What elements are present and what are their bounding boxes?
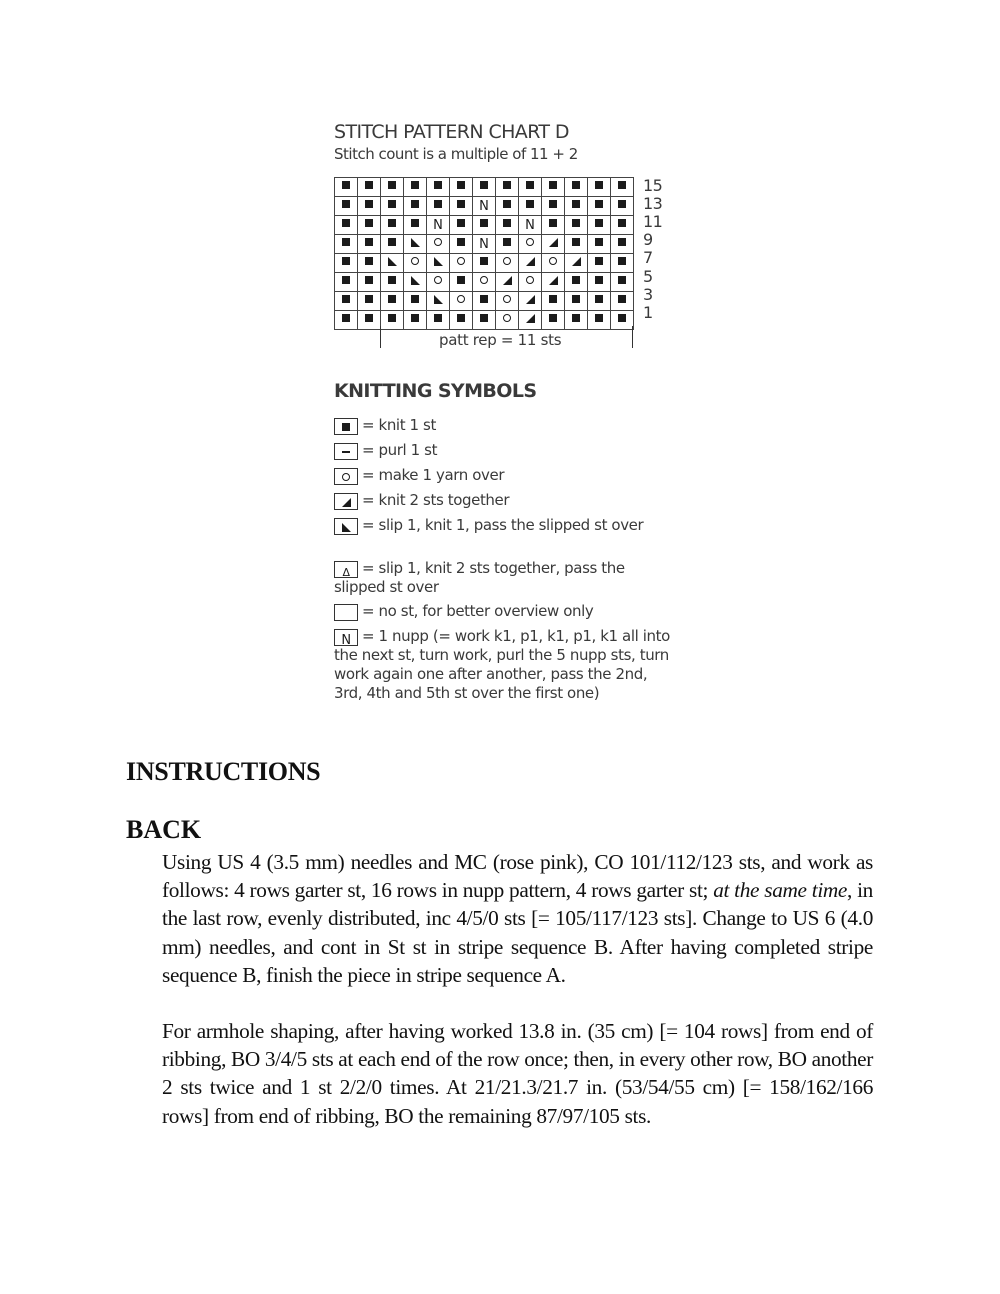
chart-cell (496, 273, 519, 292)
chart-cell (542, 311, 565, 330)
knit-symbol-icon (454, 198, 468, 210)
knit-symbol-icon (362, 179, 376, 191)
chart-cell (358, 254, 381, 273)
chart-cell (496, 178, 519, 197)
knit-symbol-icon (592, 217, 606, 229)
legend-symbol-box (334, 418, 358, 435)
knit-symbol-icon (385, 179, 399, 191)
chart-row (335, 178, 634, 197)
nupp-symbol-icon: N (341, 633, 351, 648)
chart-cell (611, 292, 634, 311)
chart-cell (450, 197, 473, 216)
ssk-symbol-icon (431, 293, 445, 305)
legend-symbol-box (334, 468, 358, 485)
knit-symbol-icon (362, 255, 376, 267)
chart-cell (381, 292, 404, 311)
knit-symbol-icon (615, 217, 629, 229)
legend-text: = make 1 yarn over (362, 466, 505, 484)
chart-title: STITCH PATTERN CHART D (334, 121, 569, 143)
chart-cell (565, 254, 588, 273)
row-number-label: 13 (643, 194, 663, 214)
chart-cell (358, 235, 381, 254)
chart-cell (473, 235, 496, 254)
chart-cell (519, 254, 542, 273)
chart-cell (496, 254, 519, 273)
chart-cell (611, 235, 634, 254)
chart-cell (611, 273, 634, 292)
yo-symbol-icon (546, 255, 560, 267)
knit-symbol-icon (500, 217, 514, 229)
nost-symbol-icon (339, 607, 353, 619)
chart-cell (588, 254, 611, 273)
chart-cell (611, 216, 634, 235)
chart-cell (496, 292, 519, 311)
knit-symbol-icon (546, 312, 560, 324)
knit-symbol-icon (615, 236, 629, 248)
knit-symbol-icon (500, 198, 514, 210)
repeat-bracket-right (632, 326, 633, 348)
chart-cell (542, 254, 565, 273)
chart-cell (358, 197, 381, 216)
knit-symbol-icon (454, 312, 468, 324)
chart-cell (565, 197, 588, 216)
stitch-chart-grid (334, 177, 634, 330)
row-number-label: 5 (643, 266, 653, 286)
k2tog-symbol-icon (569, 255, 583, 267)
chart-cell (473, 273, 496, 292)
ssk-symbol-icon (431, 255, 445, 267)
knit-symbol-icon (408, 217, 422, 229)
knit-symbol-icon (569, 312, 583, 324)
knit-symbol-icon (454, 179, 468, 191)
chart-cell (496, 235, 519, 254)
chart-cell (473, 292, 496, 311)
chart-cell (335, 178, 358, 197)
chart-cell (427, 292, 450, 311)
knit-symbol-icon (408, 198, 422, 210)
chart-cell (335, 311, 358, 330)
nupp-symbol-icon: N (433, 218, 443, 233)
knit-symbol-icon (546, 179, 560, 191)
legend-symbol-box (334, 443, 358, 460)
chart-cell (335, 197, 358, 216)
knit-symbol-icon (339, 312, 353, 324)
chart-cell (519, 235, 542, 254)
chart-cell (381, 273, 404, 292)
chart-cell (519, 178, 542, 197)
row-number-label: 11 (643, 212, 663, 232)
row-number-label: 3 (643, 284, 653, 304)
chart-cell (496, 311, 519, 330)
knit-symbol-icon (500, 236, 514, 248)
k2tog-symbol-icon (500, 274, 514, 286)
chart-cell (427, 216, 450, 235)
para1-text-b: , in the last row, evenly distributed, inc 4/5/0 sts [= 105/117/123 sts]. Change to US 6 (4.0 mm) needles, and cont in St st in stripe sequence B. After having completed stripe sequence B, finish the piece in stripe sequence A. (162, 878, 873, 987)
chart-cell (565, 178, 588, 197)
chart-cell (427, 178, 450, 197)
chart-cell (358, 292, 381, 311)
legend-text: = purl 1 st (362, 441, 438, 459)
chart-cell (404, 311, 427, 330)
yo-symbol-icon (339, 471, 353, 483)
chart-cell (611, 254, 634, 273)
k2tog-symbol-icon (339, 496, 353, 508)
chart-cell (450, 254, 473, 273)
chart-cell (473, 311, 496, 330)
chart-cell (588, 197, 611, 216)
knit-symbol-icon (362, 312, 376, 324)
knit-symbol-icon (569, 293, 583, 305)
chart-cell (404, 254, 427, 273)
knit-symbol-icon (431, 198, 445, 210)
knit-symbol-icon (546, 217, 560, 229)
instructions-heading: INSTRUCTIONS (126, 757, 321, 786)
chart-row (335, 292, 634, 311)
legend-symbol-box (334, 629, 358, 646)
legend-item (334, 516, 674, 535)
chart-cell (335, 254, 358, 273)
ssk-symbol-icon (408, 236, 422, 248)
knit-symbol-icon (592, 255, 606, 267)
knit-symbol-icon (339, 217, 353, 229)
row-number-label: 15 (643, 176, 663, 195)
row-number-label: 9 (643, 230, 653, 250)
chart-row (335, 273, 634, 292)
knit-symbol-icon (592, 274, 606, 286)
knit-symbol-icon (569, 274, 583, 286)
chart-row (335, 235, 634, 254)
knit-symbol-icon (385, 217, 399, 229)
legend-text: = no st, for better overview only (362, 602, 594, 620)
chart-cell (427, 311, 450, 330)
chart-cell (565, 311, 588, 330)
knit-symbol-icon (592, 293, 606, 305)
repeat-bracket-left (380, 326, 381, 348)
chart-cell (496, 197, 519, 216)
chart-cell (611, 197, 634, 216)
k2tog-symbol-icon (523, 312, 537, 324)
chart-cell (450, 216, 473, 235)
legend-text: = 1 nupp (= work k1, p1, k1, p1, k1 all into the next st, turn work, purl the 5 nupp sts, turn work again one after another, pass the 2nd, 3rd, 4th and 5th st over the first one) (334, 627, 670, 702)
chart-cell (611, 311, 634, 330)
chart-cell (542, 216, 565, 235)
legend-item (334, 416, 674, 435)
nupp-symbol-icon: N (525, 218, 535, 233)
legend-symbol-box (334, 518, 358, 535)
row-number-label: 7 (643, 248, 653, 268)
chart-cell (381, 254, 404, 273)
nupp-symbol-icon: N (479, 199, 489, 214)
knit-symbol-icon (408, 312, 422, 324)
chart-cell (611, 178, 634, 197)
legend-item (334, 559, 674, 597)
chart-cell (335, 292, 358, 311)
chart-cell (335, 235, 358, 254)
knit-symbol-icon (523, 179, 537, 191)
knit-symbol-icon (362, 293, 376, 305)
k2tog-symbol-icon (546, 274, 560, 286)
legend-symbol-box (334, 604, 358, 621)
chart-cell (473, 216, 496, 235)
chart-cell (381, 216, 404, 235)
chart-cell (588, 311, 611, 330)
knit-symbol-icon (477, 312, 491, 324)
chart-cell (565, 273, 588, 292)
legend-symbol-box (334, 493, 358, 510)
knit-symbol-icon (477, 255, 491, 267)
knit-symbol-icon (569, 236, 583, 248)
yo-symbol-icon (454, 293, 468, 305)
para1-text-a: Using US 4 (3.5 mm) needles and MC (rose pink), CO 101/112/123 sts, and work as follows: 4 rows garter st, 16 rows in nupp pattern, 4 rows garter st; (162, 850, 873, 903)
yo-symbol-icon (523, 274, 537, 286)
knit-symbol-icon (477, 217, 491, 229)
knit-symbol-icon (500, 179, 514, 191)
chart-row (335, 197, 634, 216)
chart-cell (473, 197, 496, 216)
chart-cell (450, 235, 473, 254)
knit-symbol-icon (385, 198, 399, 210)
knit-symbol-icon (385, 236, 399, 248)
legend-symbol-box (334, 561, 358, 578)
knit-symbol-icon (569, 217, 583, 229)
chart-cell (542, 235, 565, 254)
chart-cell (588, 178, 611, 197)
knit-symbol-icon (546, 293, 560, 305)
yo-symbol-icon (500, 293, 514, 305)
chart-cell (542, 197, 565, 216)
chart-cell (335, 216, 358, 235)
chart-cell (427, 235, 450, 254)
yo-symbol-icon (431, 236, 445, 248)
chart-cell (450, 292, 473, 311)
yo-symbol-icon (431, 274, 445, 286)
chart-cell (404, 216, 427, 235)
knit-symbol-icon (339, 421, 353, 433)
chart-cell (427, 254, 450, 273)
knit-symbol-icon (569, 198, 583, 210)
back-paragraph-1 (162, 848, 873, 989)
chart-cell (450, 311, 473, 330)
chart-cell (358, 216, 381, 235)
knit-symbol-icon (477, 179, 491, 191)
chart-cell (381, 178, 404, 197)
legend-item (334, 466, 674, 485)
ssk-symbol-icon (385, 255, 399, 267)
chart-cell (358, 273, 381, 292)
chart-cell (542, 292, 565, 311)
chart-cell (427, 273, 450, 292)
knit-symbol-icon (569, 179, 583, 191)
chart-cell (427, 197, 450, 216)
knit-symbol-icon (339, 293, 353, 305)
nupp-symbol-icon: N (479, 237, 489, 252)
knit-symbol-icon (339, 236, 353, 248)
knit-symbol-icon (615, 274, 629, 286)
chart-cell (450, 178, 473, 197)
yo-symbol-icon (523, 236, 537, 248)
knit-symbol-icon (615, 293, 629, 305)
knit-symbol-icon (615, 179, 629, 191)
yo-symbol-icon (500, 312, 514, 324)
knit-symbol-icon (523, 198, 537, 210)
chart-cell (381, 311, 404, 330)
chart-cell (404, 197, 427, 216)
chart-cell (381, 235, 404, 254)
legend-item (334, 602, 674, 621)
chart-cell (542, 178, 565, 197)
yo-symbol-icon (408, 255, 422, 267)
legend-text: = slip 1, knit 2 sts together, pass the slipped st over (334, 559, 625, 596)
knit-symbol-icon (431, 179, 445, 191)
knit-symbol-icon (408, 179, 422, 191)
purl-symbol-icon (339, 446, 353, 458)
knit-symbol-icon (431, 312, 445, 324)
chart-cell (335, 273, 358, 292)
knit-symbol-icon (339, 198, 353, 210)
chart-cell (565, 235, 588, 254)
chart-cell (381, 197, 404, 216)
chart-cell (404, 235, 427, 254)
back-paragraph-2: For armhole shaping, after having worked 13.8 in. (35 cm) [= 104 rows] from end of ribbing, BO 3/4/5 sts at each end of the row once; then, in every other row, BO another 2 sts twice and 1 st 2/2/0 times. At 21/21.3/21.7 in. (53/54/55 cm) [= 158/162/166 rows] from end of ribbing, BO the remaining 87/97/105 sts. (162, 1019, 874, 1128)
chart-row (335, 254, 634, 273)
k2tog-symbol-icon (523, 255, 537, 267)
knit-symbol-icon (362, 236, 376, 248)
knit-symbol-icon (362, 274, 376, 286)
chart-cell (519, 273, 542, 292)
knit-symbol-icon (454, 217, 468, 229)
chart-cell (473, 178, 496, 197)
chart-cell (450, 273, 473, 292)
k2tog-symbol-icon (546, 236, 560, 248)
chart-cell (588, 292, 611, 311)
chart-cell (542, 273, 565, 292)
legend-title: KNITTING SYMBOLS (334, 380, 537, 402)
chart-row (335, 216, 634, 235)
chart-cell (588, 235, 611, 254)
chart-cell (473, 254, 496, 273)
legend-item (334, 627, 674, 703)
chart-cell (496, 216, 519, 235)
legend-text: = slip 1, knit 1, pass the slipped st over (362, 516, 644, 534)
ssk-symbol-icon (408, 274, 422, 286)
row-number-label: 1 (643, 302, 653, 322)
knit-symbol-icon (454, 274, 468, 286)
legend-text: = knit 2 sts together (362, 491, 510, 509)
knit-symbol-icon (592, 312, 606, 324)
chart-cell (404, 273, 427, 292)
knit-symbol-icon (339, 274, 353, 286)
k2tog-symbol-icon (523, 293, 537, 305)
knit-symbol-icon (592, 198, 606, 210)
chart-cell (358, 311, 381, 330)
ssk-symbol-icon (339, 521, 353, 533)
knit-symbol-icon (592, 179, 606, 191)
chart-cell (565, 292, 588, 311)
knit-symbol-icon (385, 274, 399, 286)
pattern-repeat-label: patt rep = 11 sts (439, 331, 562, 349)
yo-symbol-icon (454, 255, 468, 267)
chart-cell (588, 273, 611, 292)
chart-cell (519, 292, 542, 311)
knit-symbol-icon (362, 198, 376, 210)
chart-subtitle: Stitch count is a multiple of 11 + 2 (334, 145, 578, 163)
knit-symbol-icon (615, 312, 629, 324)
knit-symbol-icon (477, 293, 491, 305)
knit-symbol-icon (339, 255, 353, 267)
yo-symbol-icon (477, 274, 491, 286)
knit-symbol-icon (546, 198, 560, 210)
knit-symbol-icon (454, 236, 468, 248)
chart-cell (519, 216, 542, 235)
chart-cell (519, 197, 542, 216)
knit-symbol-icon (408, 293, 422, 305)
knit-symbol-icon (339, 179, 353, 191)
para1-italic: at the same time (713, 878, 848, 903)
back-heading: BACK (126, 815, 202, 844)
chart-cell (565, 216, 588, 235)
chart-cell (519, 311, 542, 330)
knit-symbol-icon (615, 198, 629, 210)
knit-symbol-icon (385, 293, 399, 305)
chart-cell (588, 216, 611, 235)
chart-cell (404, 292, 427, 311)
legend-text: = knit 1 st (362, 416, 436, 434)
knit-symbol-icon (592, 236, 606, 248)
s2kp-symbol-icon: Δ (342, 566, 350, 579)
legend-item (334, 441, 674, 460)
yo-symbol-icon (500, 255, 514, 267)
knit-symbol-icon (385, 312, 399, 324)
knit-symbol-icon (362, 217, 376, 229)
chart-cell (404, 178, 427, 197)
chart-cell (358, 178, 381, 197)
knit-symbol-icon (615, 255, 629, 267)
legend-item (334, 491, 674, 510)
